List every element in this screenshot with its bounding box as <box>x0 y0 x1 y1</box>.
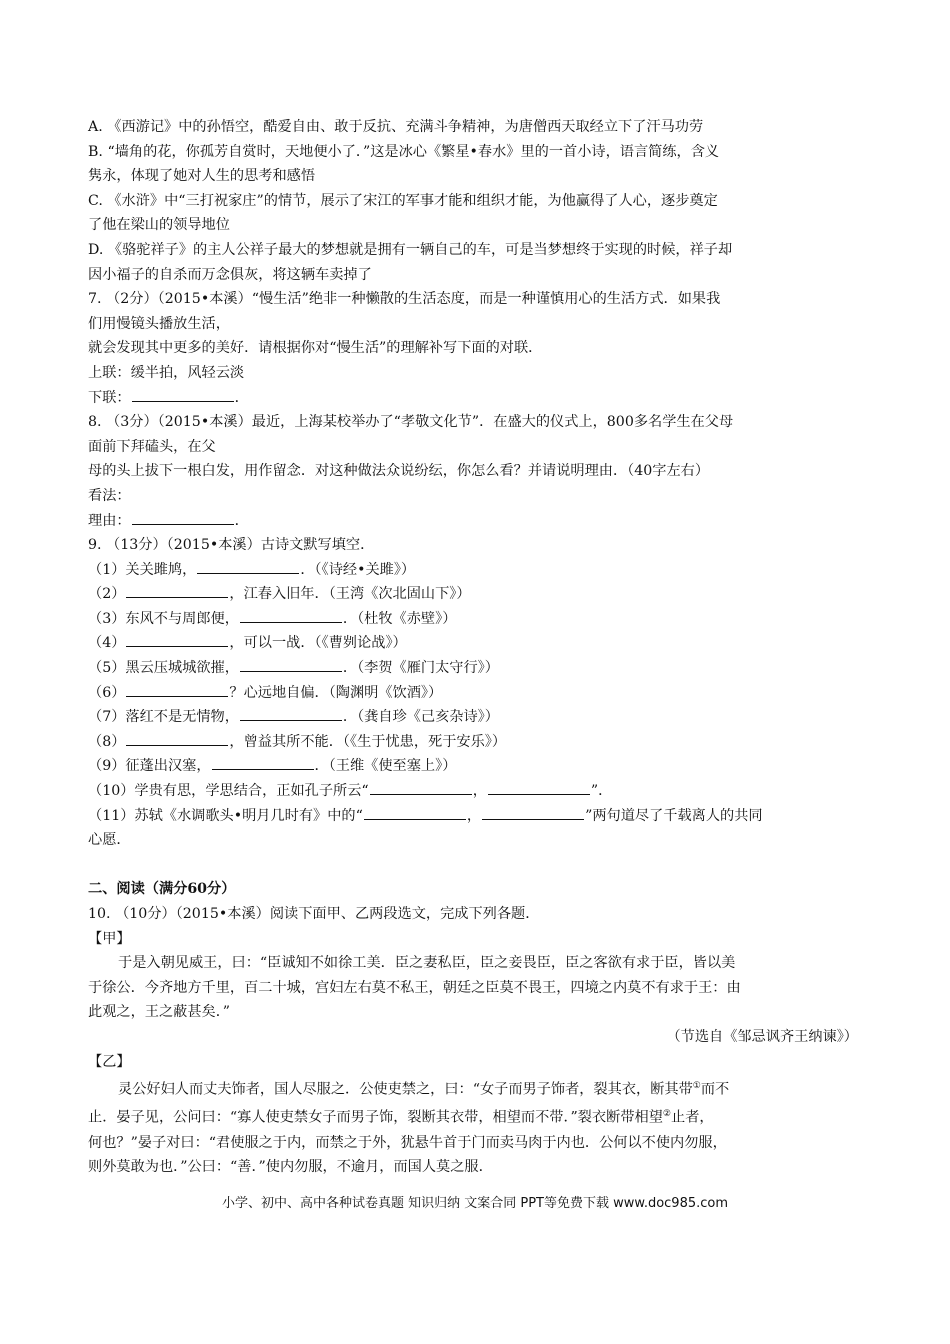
reason-line: 理由： ． <box>88 512 249 529</box>
poem-item-5: （5）黑云压城城欲摧， ．（李贺《雁门太守行》） <box>88 660 499 677</box>
passage-yi-label: 【乙】 <box>88 1053 131 1070</box>
option-a: A. 《西游记》中的孙悟空，酷爱自由、敢于反抗、充满斗争精神，为唐僧西天取经立下了汗马功劳 <box>88 119 704 135</box>
poem-item-1: （1）关关雎鸠， ．（《诗经•关雎》） <box>88 561 416 578</box>
option-d-line2: 因小福子的自杀而万念俱灰，将这辆车卖掉了 <box>88 266 372 283</box>
question-8-line1: 8. （3分）（2015•本溪）最近，上海某校举办了“孝敬文化节”．在盛大的仪式上，800多名学生在父母 <box>88 414 734 431</box>
upper-couplet: 上联：缓半拍，风轻云淡 <box>88 364 245 381</box>
passage-yi-line1: 灵公好妇人而丈夫饰者，国人尽服之．公使吏禁之，曰：“女子而男子饰者，裂其衣，断其带①而不 <box>118 1081 730 1098</box>
question-9: 9. （13分）（2015•本溪）古诗文默写填空． <box>88 537 375 554</box>
option-d-line1: D. 《骆驼祥子》的主人公祥子最大的梦想就是拥有一辆自己的车，可是当梦想终于实现的时候，祥子却 <box>88 241 733 258</box>
passage-jia-label: 【甲】 <box>88 930 131 947</box>
page-footer: 小学、初中、高中各种试卷真题 知识归纳 文案合同 PPT等免费下载 www.doc985.com <box>221 1196 729 1211</box>
answer-blank[interactable] <box>240 707 342 721</box>
passage-yi-line2: 止．晏子见，公问曰：“寡人使吏禁女子而男子饰，裂断其衣带，相望而不带．”裂衣断带相望②止者， <box>88 1109 714 1127</box>
answer-blank[interactable] <box>240 609 342 623</box>
option-b-line2: 隽永，体现了她对人生的思考和感悟 <box>88 168 316 185</box>
answer-blank[interactable] <box>126 633 228 647</box>
passage-yi-line3: 何也？”晏子对曰：“君使服之于内，而禁之于外，犹悬牛首于门而卖马肉于内也．公何以不使内勿服， <box>88 1134 727 1151</box>
section-heading: 二、阅读（满分60分） <box>88 881 236 898</box>
option-c-line1: C. 《水浒》中“三打祝家庄”的情节，展示了宋江的军事才能和组织才能，为他赢得了人心，逐步奠定 <box>88 192 718 209</box>
question-8-line3: 母的头上拔下一根白发，用作留念．对这种做法众说纷纭，你怎么看？并请说明理由．（40字左右） <box>88 463 710 480</box>
passage-jia-line1: 于是入朝见威王，曰：“臣诚知不如徐工美．臣之妻私臣，臣之妾畏臣，臣之客欲有求于臣，皆以美 <box>118 955 736 972</box>
question-10: 10. （10分）（2015•本溪）阅读下面甲、乙两段选文，完成下列各题． <box>88 906 540 922</box>
passage-jia-line3: 此观之，王之蔽甚矣．” <box>88 1004 231 1021</box>
poem-item-3: （3）东风不与周郎便， ．（杜牧《赤壁》） <box>88 610 457 627</box>
answer-blank[interactable] <box>126 584 228 598</box>
poem-item-7: （7）落红不是无情物， ．（龚自珍《己亥杂诗》） <box>88 709 499 726</box>
answer-blank[interactable] <box>212 756 314 770</box>
answer-blank[interactable] <box>240 658 342 672</box>
answer-blank[interactable] <box>126 683 228 697</box>
poem-item-11: （11）苏轼《水调歌头•明月几时有》中的“ ， ”两句道尽了千载离人的共同 <box>88 807 763 824</box>
answer-blank[interactable] <box>370 781 472 795</box>
poem-item-2: （2） ，江春入旧年．（王湾《次北固山下》） <box>88 586 471 603</box>
answer-blank[interactable] <box>132 511 234 525</box>
poem-item-8: （8） ，曾益其所不能．（《生于忧患，死于安乐》） <box>88 733 507 750</box>
footnote-mark-2: ② <box>662 1109 671 1120</box>
passage-jia-line2: 于徐公．今齐地方千里，百二十城，宫妇左右莫不私王，朝廷之臣莫不畏王，四境之内莫不有求于王：由 <box>88 979 741 996</box>
question-7-line1: 7. （2分）（2015•本溪）“慢生活”绝非一种懒散的生活态度，而是一种谨慎用心的生活方式．如果我 <box>88 291 721 308</box>
answer-blank[interactable] <box>126 732 228 746</box>
answer-blank[interactable] <box>482 806 584 820</box>
question-7-line3: 就会发现其中更多的美好．请根据你对“慢生活”的理解补写下面的对联． <box>88 340 543 357</box>
footnote-mark-1: ① <box>692 1081 701 1092</box>
poem-item-11-cont: 心愿． <box>88 832 131 849</box>
answer-blank[interactable] <box>132 388 234 402</box>
question-7-line2: 们用慢镜头播放生活， <box>88 315 230 332</box>
poem-item-9: （9）征蓬出汉塞， ．（王维《使至塞上》） <box>88 758 457 775</box>
opinion-label: 看法： <box>88 487 131 504</box>
question-8-line2: 面前下拜磕头，在父 <box>88 438 216 455</box>
poem-item-4: （4） ，可以一战．（《曹刿论战》） <box>88 635 407 652</box>
answer-blank[interactable] <box>488 781 590 795</box>
option-c-line2: 了他在梁山的领导地位 <box>88 217 230 234</box>
answer-blank[interactable] <box>197 560 299 574</box>
poem-item-6: （6） ？心远地自偏．（陶渊明《饮酒》） <box>88 684 443 701</box>
poem-item-10: （10）学贵有思，学思结合，正如孔子所云“ ， ”． <box>88 783 613 800</box>
answer-blank[interactable] <box>364 806 466 820</box>
passage-source: （节选自《邹忌讽齐王纳谏》） <box>666 1028 858 1045</box>
lower-couplet: 下联： ． <box>88 389 249 406</box>
exam-page <box>88 115 868 1180</box>
passage-yi-line4: 则外莫敢为也．”公曰：“善．”使内勿服，不逾月，而国人莫之服． <box>88 1159 493 1176</box>
option-b-line1: B. “墙角的花，你孤芳自赏时，天地便小了．”这是冰心《繁星•春水》里的一首小诗，语言简练，含义 <box>88 143 720 160</box>
